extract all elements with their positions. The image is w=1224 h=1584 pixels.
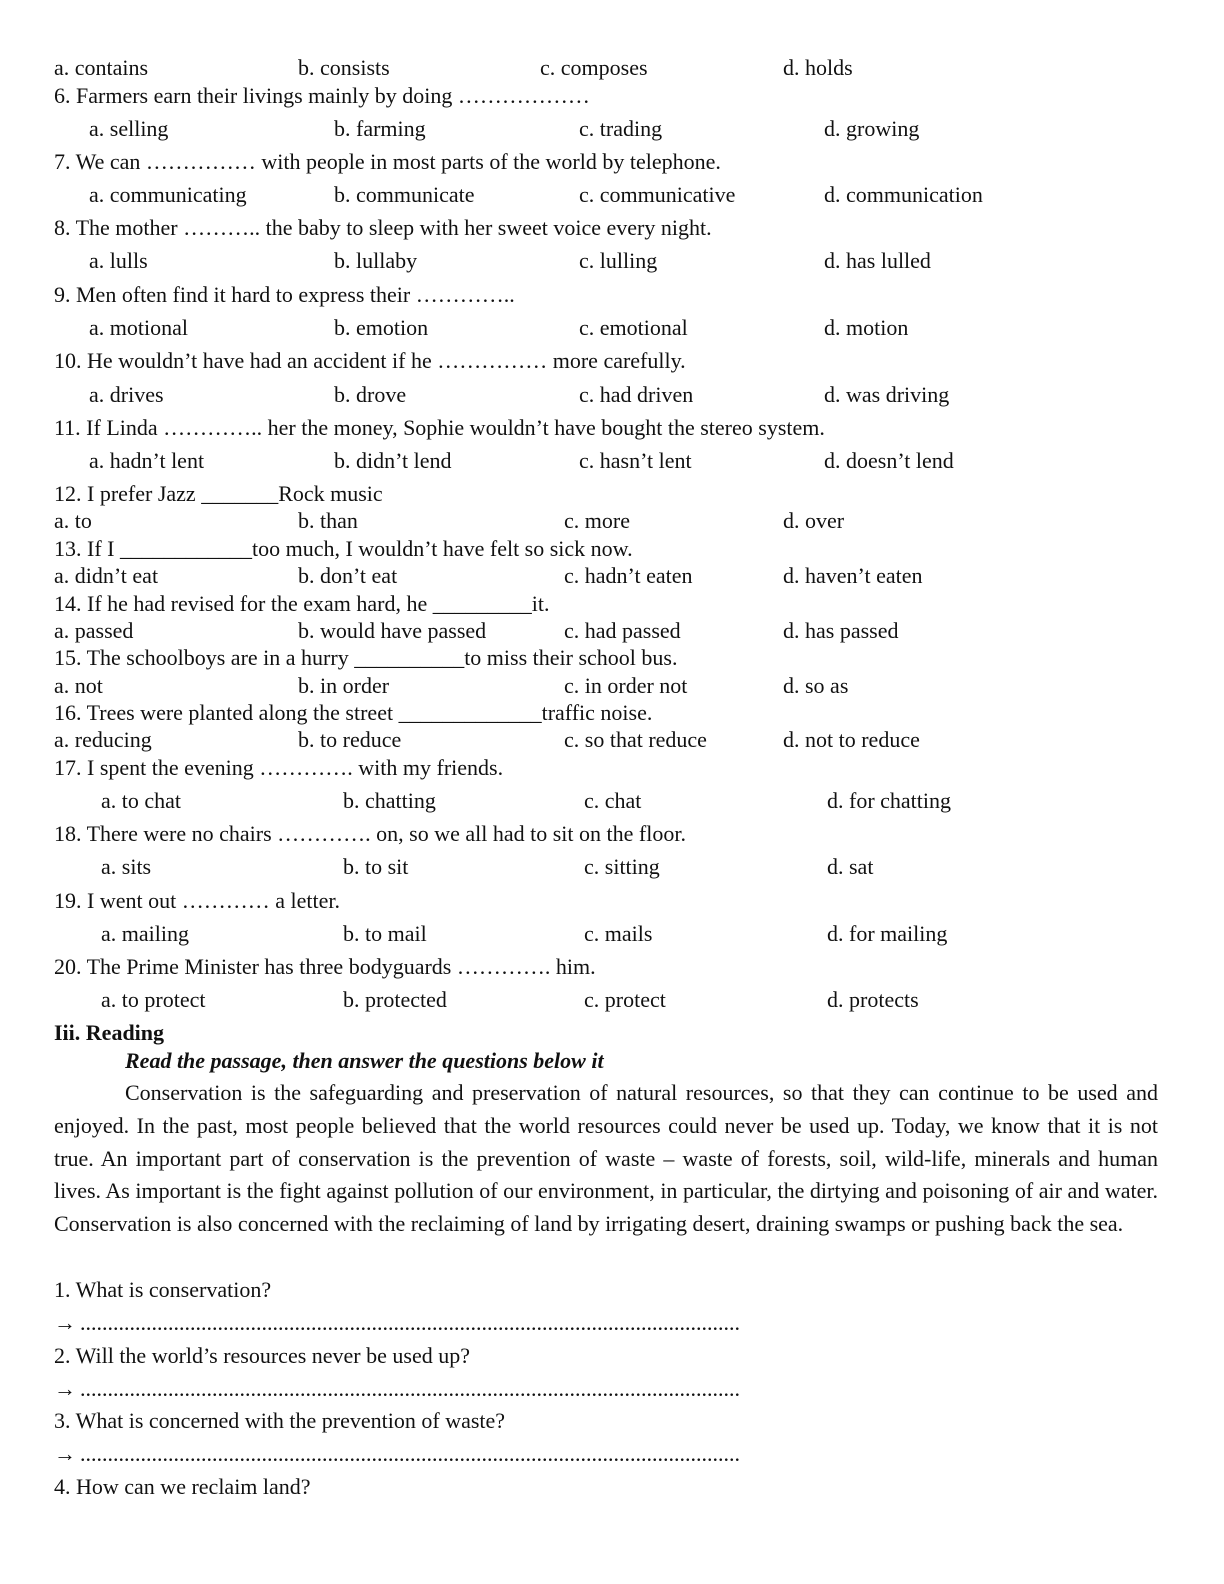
- option-a: a. mailing: [101, 921, 189, 946]
- option-c: c. had passed: [564, 618, 681, 643]
- answer-line[interactable]: [54, 1441, 740, 1467]
- reading-question: 4. How can we reclaim land?: [54, 1474, 311, 1499]
- answer-dots: ........................................................................................................................: [80, 1310, 740, 1335]
- option-d: d. growing: [824, 116, 920, 141]
- option-c: c. hadn’t eaten: [564, 563, 693, 588]
- option-d: d. motion: [824, 315, 909, 340]
- option-d: d. communication: [824, 182, 983, 207]
- question-stem: 15. The schoolboys are in a hurry __________to miss their school bus.: [54, 645, 678, 670]
- option-a: a. selling: [89, 116, 169, 141]
- option-b: b. lullaby: [334, 248, 418, 273]
- reading-instruction: Read the passage, then answer the questions below it: [125, 1048, 604, 1073]
- arrow-icon: →: [54, 1441, 76, 1466]
- question-stem: 8. The mother ……….. the baby to sleep with her sweet voice every night.: [54, 215, 712, 240]
- answer-dots: ........................................................................................................................: [80, 1441, 740, 1466]
- reading-question: 3. What is concerned with the prevention of waste?: [54, 1408, 506, 1433]
- option-a: a. to protect: [101, 987, 206, 1012]
- answer-line[interactable]: [54, 1310, 740, 1336]
- option-b: b. than: [298, 508, 358, 533]
- option-a: a. drives: [89, 382, 164, 407]
- option-d: d. not to reduce: [783, 727, 920, 752]
- option-b: b. communicate: [334, 182, 475, 207]
- option-b: b. chatting: [343, 788, 436, 813]
- question-stem: 18. There were no chairs …………. on, so we all had to sit on the floor.: [54, 821, 686, 846]
- q5-option-d: d. holds: [783, 55, 853, 80]
- option-c: c. hasn’t lent: [579, 448, 692, 473]
- option-b: b. drove: [334, 382, 407, 407]
- question-stem: 9. Men often find it hard to express their …………..: [54, 282, 515, 307]
- option-d: d. has passed: [783, 618, 899, 643]
- question-stem: 19. I went out ………… a letter.: [54, 888, 340, 913]
- option-d: d. protects: [827, 987, 919, 1012]
- q5-option-c: c. composes: [540, 55, 648, 80]
- option-c: c. more: [564, 508, 630, 533]
- option-d: d. was driving: [824, 382, 950, 407]
- option-c: c. lulling: [579, 248, 658, 273]
- option-b: b. emotion: [334, 315, 429, 340]
- question-stem: 6. Farmers earn their livings mainly by doing ………………: [54, 83, 590, 108]
- option-b: b. would have passed: [298, 618, 487, 643]
- option-d: d. for chatting: [827, 788, 952, 813]
- option-a: a. motional: [89, 315, 188, 340]
- reading-passage: Conservation is the safeguarding and preservation of natural resources, so that they can continue to be used and enjoyed. In the past, most people believed that the world resources could never be used up. Today, we know that it is not true. An important part of conservation is the prevention of waste – waste of forests, soil, wild-life, minerals and human lives. As important is the fight against pollution of our environment, in particular, the dirtying and poisoning of air and water. Conservation is also concerned with the reclaiming of land by irrigating desert, draining swamps or pushing back the sea.: [54, 1080, 1158, 1237]
- question-stem: 14. If he had revised for the exam hard, he _________it.: [54, 591, 550, 616]
- option-a: a. not: [54, 673, 103, 698]
- question-stem: 10. He wouldn’t have had an accident if he …………… more carefully.: [54, 348, 686, 373]
- question-stem: 12. I prefer Jazz _______Rock music: [54, 481, 383, 506]
- option-c: c. mails: [584, 921, 653, 946]
- option-a: a. lulls: [89, 248, 148, 273]
- question-stem: 7. We can …………… with people in most parts of the world by telephone.: [54, 149, 721, 174]
- option-b: b. don’t eat: [298, 563, 398, 588]
- option-b: b. to mail: [343, 921, 427, 946]
- option-b: b. to sit: [343, 854, 409, 879]
- option-d: d. over: [783, 508, 845, 533]
- option-b: b. in order: [298, 673, 390, 698]
- question-stem: 17. I spent the evening …………. with my friends.: [54, 755, 504, 780]
- option-c: c. in order not: [564, 673, 688, 698]
- option-a: a. sits: [101, 854, 152, 879]
- option-c: c. communicative: [579, 182, 736, 207]
- answer-line[interactable]: [54, 1376, 740, 1402]
- arrow-icon: →: [54, 1310, 76, 1335]
- q5-option-a: a. contains: [54, 55, 149, 80]
- option-a: a. didn’t eat: [54, 563, 159, 588]
- question-stem: 13. If I ____________too much, I wouldn’t have felt so sick now.: [54, 536, 633, 561]
- option-a: a. to chat: [101, 788, 182, 813]
- q5-option-b: b. consists: [298, 55, 390, 80]
- question-stem: 20. The Prime Minister has three bodyguards …………. him.: [54, 954, 596, 979]
- option-d: d. has lulled: [824, 248, 931, 273]
- question-stem: 16. Trees were planted along the street _____________traffic noise.: [54, 700, 653, 725]
- option-c: c. sitting: [584, 854, 660, 879]
- option-c: c. trading: [579, 116, 663, 141]
- option-c: c. had driven: [579, 382, 694, 407]
- reading-question: 1. What is conservation?: [54, 1277, 272, 1302]
- option-d: d. sat: [827, 854, 874, 879]
- option-d: d. haven’t eaten: [783, 563, 923, 588]
- option-c: c. so that reduce: [564, 727, 707, 752]
- option-c: c. protect: [584, 987, 666, 1012]
- option-b: b. to reduce: [298, 727, 402, 752]
- arrow-icon: →: [54, 1376, 76, 1401]
- answer-dots: ........................................................................................................................: [80, 1376, 740, 1401]
- option-a: a. communicating: [89, 182, 247, 207]
- option-d: d. doesn’t lend: [824, 448, 954, 473]
- option-a: a. to: [54, 508, 92, 533]
- option-d: d. for mailing: [827, 921, 948, 946]
- question-stem: 11. If Linda ………….. her the money, Sophie wouldn’t have bought the stereo system.: [54, 415, 825, 440]
- option-c: c. chat: [584, 788, 642, 813]
- option-a: a. reducing: [54, 727, 152, 752]
- option-a: a. passed: [54, 618, 134, 643]
- option-b: b. protected: [343, 987, 447, 1012]
- option-a: a. hadn’t lent: [89, 448, 205, 473]
- option-d: d. so as: [783, 673, 849, 698]
- section-heading: Iii. Reading: [54, 1020, 165, 1045]
- option-c: c. emotional: [579, 315, 688, 340]
- option-b: b. farming: [334, 116, 426, 141]
- option-b: b. didn’t lend: [334, 448, 452, 473]
- reading-question: 2. Will the world’s resources never be used up?: [54, 1343, 470, 1368]
